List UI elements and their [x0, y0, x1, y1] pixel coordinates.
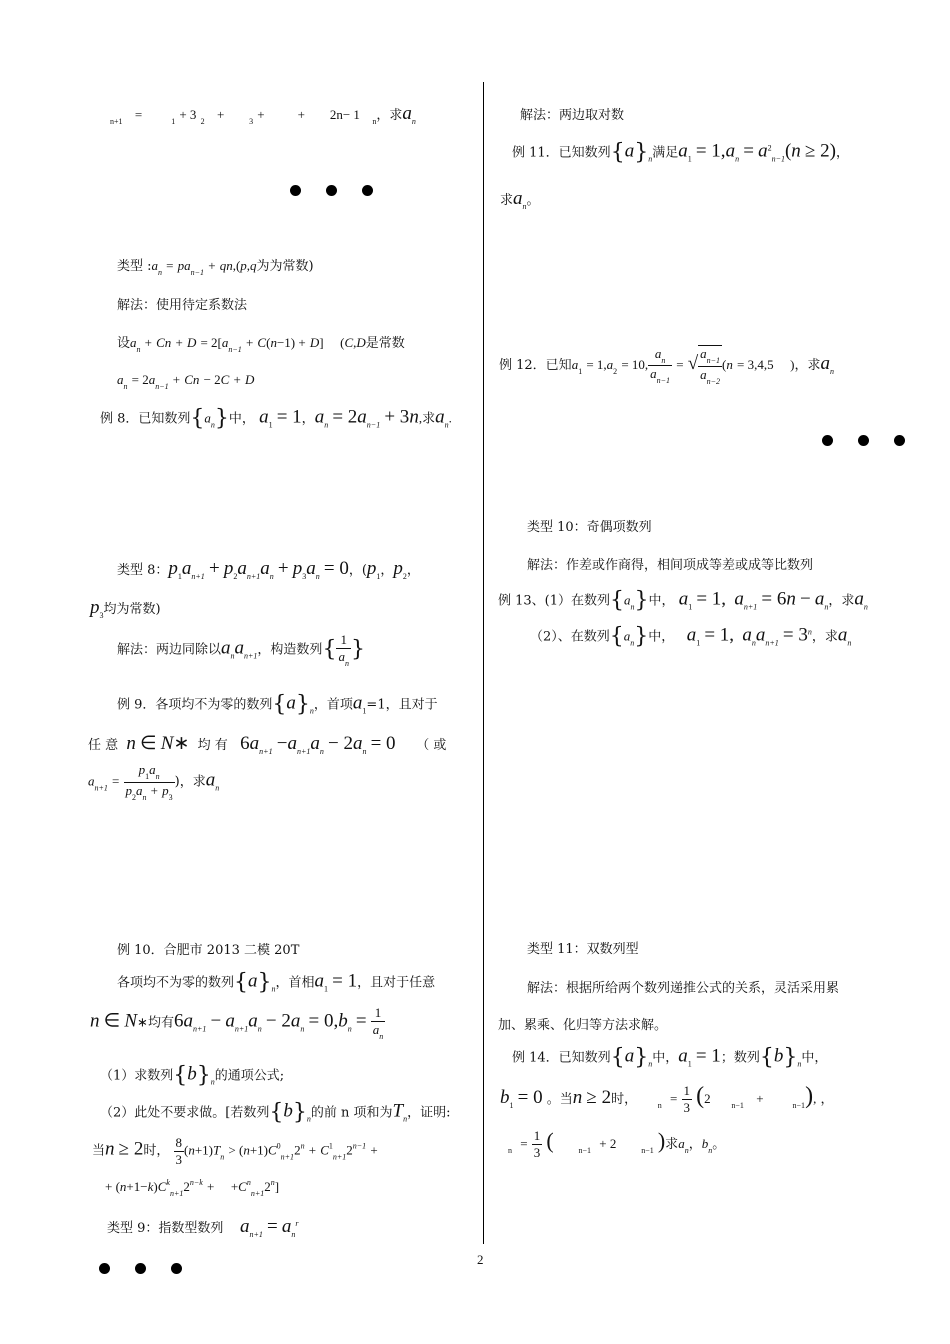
example-10-q1: （1）求数列$\{b\}_n$的通项公式; [100, 1063, 285, 1088]
example-11: 例 11．已知数列$\{a\}_n$满足$a_1 = 1,a_n = a^2_{n-1}(n \ge 2)$， [512, 140, 849, 165]
example-10-q2-formula: 当n ≥ 2时， $\frac{8}{3}$ $(n+1)T_n > (n+1)C^0_{n+1}2^n + C^1_{n+1}2^{n-1}$ + [92, 1135, 378, 1167]
bullet-dot [894, 435, 905, 446]
example-9-line1: 例 9．各项均不为零的数列$\{a\}_n$，首项$a_1=1$，且对于 [117, 692, 438, 717]
example-9-line2: 任 意 n ∈ N∗ 均 有 $6a_{n+1} -a_{n+1}a_n - 2a_n = 0$ （ 或 [88, 733, 447, 756]
bullet-dot [99, 1263, 110, 1274]
type10-heading: 类型 10：奇偶项数列 [527, 520, 652, 535]
example-10-line2: n ∈ N∗均有$6a_{n+1} - a_{n+1}a_n - 2a_n = 0,b_n$ = $\frac{1}{a_n}$ [90, 1005, 384, 1041]
formula-line-top: $_{n+1}$ = $_1$ + 3 $_2$ + $_3$ + + 2n− 1 $_n$，求$a_n$ [110, 103, 416, 126]
example-8: 例 8．已知数列$\{a_n\}$中， $a_1 = 1$，$a_n = 2a_{n-1} + 3n$,求$a_n$. [100, 406, 452, 431]
page-number: 2 [477, 1252, 484, 1267]
type11-heading: 类型 11：双数列型 [527, 942, 639, 957]
example-14-line1: 例 14．已知数列$\{a\}_n$中，$a_1 = 1$；数列$\{b\}_n$中， [512, 1045, 828, 1070]
bullet-dot [171, 1263, 182, 1274]
log-method: 解法：两边取对数 [520, 108, 625, 123]
type7-heading: 类型 $:a_n = pa_{n-1} + qn,(p,q$为为常数) [117, 258, 314, 277]
bullet-dot [135, 1263, 146, 1274]
bullet-dot [326, 185, 337, 196]
example-10-title: 例 10．合肥市 2013 二模 20T [117, 943, 300, 958]
type11-method-2: 加、累乘、化归等方法求解。 [498, 1018, 668, 1033]
type11-method-1: 解法：根据所给两个数列递推公式的关系，灵活采用累 [527, 981, 840, 996]
type8-method: 解法：两边同除以$a_na_{n+1}$，构造数列{ $\frac{1}{a_n}$ } [117, 632, 365, 668]
type9-heading: 类型 9：指数型数列 $a_{n+1} = a_n^r$ [107, 1216, 299, 1239]
example-14-line3: $_n$ = $\frac{1}{3}$ ( $_{n-1}$ + 2 $_{n-1}$ )求$a_n$，$b_n$。 [508, 1128, 726, 1160]
example-13-part2: （2）、在数列$\{a_n\}$中， $a_1 = 1$, $a_na_{n+1} = 3^n$，求$a_n$ [530, 624, 852, 649]
example-14-line2: $b_1 = 0$ 。当n ≥ 2时， $_n$ = $\frac{1}{3}$ (2 $_{n-1}$ + $_{n-1}$), ， [500, 1083, 834, 1115]
example-13-part1: 例 13、(1）在数列$\{a_n\}$中， $a_1 = 1$, $a_{n+1} = 6n - a_n$，求$a_n$ [498, 588, 868, 613]
example-10-q2-formula-cont: + $(n+1-k)C^k_{n+1}2^{n-k}$ + $+C^n_{n+1}2^n$] [105, 1178, 280, 1198]
column-divider [483, 82, 484, 1244]
bullet-dot [290, 185, 301, 196]
type8-heading: 类型 8：$p_1a_{n+1} + p_2a_{n+1}a_n + p_3a_n = 0$，($p_1$，$p_2$， [117, 558, 420, 581]
type7-result: $a_n = 2a_{n-1} + Cn - 2C + D$ [117, 372, 255, 391]
type8-note: $p_3$均为常数) [90, 597, 161, 620]
type10-method: 解法：作差或作商得，相间项成等差或成等比数列 [527, 558, 814, 573]
example-10-q2: （2）此处不要求做。[若数列$\{b\}_n$的前 n 项和为$T_n$，证明: [100, 1100, 451, 1125]
example-11-ask: 求$a_n$。 [500, 188, 540, 211]
example-10-line1: 各项均不为零的数列$\{a\}_n$，首相$a_1 = 1$，且对于任意 [117, 970, 436, 995]
bullet-dot [858, 435, 869, 446]
type7-setup: 设$a_n + Cn + D = 2[a_{n-1} + C(n-1) + D]$ (C,D是常数 [117, 335, 405, 354]
example-9-line3: $a_{n+1}$ = $\frac{p_1a_n}{p_2a_n + p_3}$ )，求$a_n$ [88, 762, 220, 802]
example-12: 例 12．已知$a_1 = 1,a_2 = 10$, $\frac{a_n}{a_{n-1}}$ = √ $\frac{a_{n-1}}{a_{n-2}}$ (n = 3,4,5 )，求$a_n$ [499, 345, 834, 386]
bullet-dot [822, 435, 833, 446]
bullet-dot [362, 185, 373, 196]
type7-method: 解法：使用待定系数法 [117, 298, 248, 313]
